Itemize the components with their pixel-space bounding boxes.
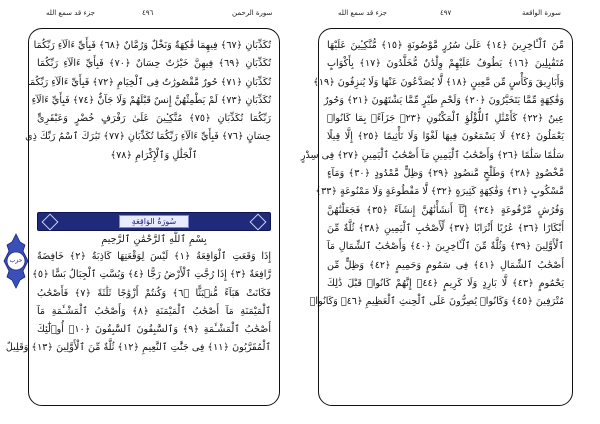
left-juz-name: جزء قد سمع الله [46, 9, 95, 17]
right-text [300, 37, 565, 311]
verse-line: يَعْمَلُونَ ﴿٢٤﴾ لَا يَسْمَعُونَ فِيهَا لَغْوًا وَلَا تَأْثِيمًا ﴿٢٥﴾ إِلَّا قِيلًا [327, 131, 564, 143]
verse-line: مَّخْضُودٍ ﴿٢٨﴾ وَطَلْحٍ مَّنضُودٍ ﴿٢٩﴾ وَظِلٍّ مَّمْدُودٍ ﴿٣٠﴾ وَمَآءٍ [327, 168, 564, 180]
verse-line: تُكَذِّبَانِ ﴿٦٩﴾ فِيهِنَّ خَيْرَٰتٌ حِسَانٌ ﴿٧٠﴾ فَبِأَيِّ ءَالَآءِ رَبِّكُمَا [37, 58, 271, 70]
verse-line: رَبِّكُمَا تُكَذِّبَانِ ﴿٧٥﴾ مُتَّكِـِٔينَ عَلَىٰ رَفْرَفٍ خُضْرٍ وَعَبْقَرِىٍّ [37, 113, 271, 125]
left-text-top [25, 37, 271, 165]
verse-line: ٱلْأَوَّلِينَ ﴿٣٩﴾ وَثُلَّةٌ مِّنَ ٱلْـَٔاخِرِينَ ﴿٤٠﴾ وَأَصْحَٰبُ ٱلشِّمَالِ مَآ [327, 241, 564, 253]
right-surah-name: سورة الواقعة [522, 9, 561, 17]
verse-line: سَلَٰمًا سَلَٰمًا ﴿٢٦﴾ وَأَصْحَٰبُ ٱلْيَمِينِ مَآ أَصْحَٰبُ ٱلْيَمِينِ ﴿٢٧﴾ فِى سِدْرٍ [300, 149, 564, 161]
left-surah-name: سورة الرحمن [232, 9, 273, 17]
right-page-number: ٤٩٧ [440, 9, 452, 17]
verse-line: تُكَذِّبَانِ ﴿٧٣﴾ لَمْ يَطْمِثْهُنَّ إِنسٌ قَبْلَهُمْ وَلَا جَآنٌّ ﴿٧٤﴾ فَبِأَيِّ ءَالَآءِ [31, 94, 271, 106]
verse-line: ٱلْمَيْمَنَةِ مَآ أَصْحَٰبُ ٱلْمَيْمَنَةِ ﴿٨﴾ وَأَصْحَٰبُ ٱلْمَشْـَٔمَةِ مَآ [37, 305, 271, 317]
verse-line: حِسَانٍ ﴿٧٦﴾ فَبِأَيِّ ءَالَآءِ رَبِّكُمَا تُكَذِّبَانِ ﴿٧٧﴾ تَبَٰرَكَ ٱسْمُ رَبِّكَ ذِى [25, 131, 271, 143]
verse-line: عِينٌ ﴿٢٢﴾ كَأَمْثَٰلِ ٱللُّؤْلُؤِ ٱلْمَكْنُونِ ﴿٢٣﴾ جَزَآءًۢ بِمَا كَانُوا۟ [327, 113, 565, 125]
left-page-number: ٤٩٦ [142, 9, 154, 17]
verse-line: ٱلْمُقَرَّبُونَ ﴿١١﴾ فِى جَنَّٰتِ ٱلنَّعِيمِ ﴿١٢﴾ ثُلَّةٌ مِّنَ ٱلْأَوَّلِينَ ﴿١٣﴾ وَقَلِيلٌ [5, 342, 271, 354]
verse-line: رَّافِعَةٌ ﴿٣﴾ إِذَا رُجَّتِ ٱلْأَرْضُ رَجًّا ﴿٤﴾ وَبُسَّتِ ٱلْجِبَالُ بَسًّا ﴿٥﴾ [32, 269, 271, 281]
surah-title-banner [37, 212, 271, 231]
verse-line: مِّنَ ٱلْـَٔاخِرِينَ ﴿١٤﴾ عَلَىٰ سُرُرٍ مَّوْضُونَةٍ ﴿١٥﴾ مُّتَّكِـِٔينَ عَلَيْهَا [327, 40, 565, 51]
verse-line: أَصْحَٰبُ ٱلْمَشْـَٔمَةِ ﴿٩﴾ وَٱلسَّٰبِقُونَ ٱلسَّٰبِقُونَ ﴿١٠﴾ أُو۟لَٰٓئِكَ [37, 324, 271, 336]
verse-line: يَحْمُومٍ ﴿٤٣﴾ لَّا بَارِدٍ وَلَا كَرِيمٍ ﴿٤٤﴾ إِنَّهُمْ كَانُوا۟ قَبْلَ ذَٰلِكَ [327, 277, 564, 289]
hizb-label: حزب [9, 257, 23, 264]
verse-line: أَصْحَٰبُ ٱلشِّمَالِ ﴿٤١﴾ فِى سَمُومٍ وَحَمِيمٍ ﴿٤٢﴾ وَظِلٍّ مِّن [327, 259, 564, 271]
basmala: بِسْمِ ٱللَّهِ ٱلرَّحْمَٰنِ ٱلرَّحِيمِ [101, 234, 207, 245]
verse-line: ٱلْجَلَٰلِ وَٱلْإِكْرَامِ ﴿٧٨﴾ [110, 149, 198, 161]
verse-line: مُتَقَٰبِلِينَ ﴿١٦﴾ يَطُوفُ عَلَيْهِمْ وِلْدَٰنٌ مُّخَلَّدُونَ ﴿١٧﴾ بِأَكْوَابٍ [327, 58, 564, 70]
verse-line: مُتْرَفِينَ ﴿٤٥﴾ وَكَانُوا۟ يُصِرُّونَ عَلَى ٱلْحِنثِ ٱلْعَظِيمِ ﴿٤٦﴾ وَكَانُوا۟ [309, 296, 564, 308]
verse-line: فَكَانَتْ هَبَآءً مُّنۢبَثًّا ﴿٦﴾ وَكُنتُمْ أَزْوَٰجًا ثَلَٰثَةً ﴿٧﴾ فَأَصْحَٰبُ [37, 287, 271, 299]
verse-line: تُكَذِّبَانِ ﴿٦٧﴾ فِيهِمَا فَٰكِهَةٌ وَنَخْلٌ وَرُمَّانٌ ﴿٦٨﴾ فَبِأَيِّ ءَالَآءِ رَبِّكُمَا [33, 40, 271, 51]
verse-line: إِذَا وَقَعَتِ ٱلْوَاقِعَةُ ﴿١﴾ لَيْسَ لِوَقْعَتِهَا كَاذِبَةٌ ﴿٢﴾ خَافِضَةٌ [37, 251, 271, 262]
surah-title: سُورَةُ الوَاقِعَةِ [119, 215, 189, 228]
right-juz-name: جزء قد سمع الله [338, 9, 387, 17]
verse-line: وَأَبَارِيقَ وَكَأْسٍ مِّن مَّعِينٍ ﴿١٨﴾ لَّا يُصَدَّعُونَ عَنْهَا وَلَا يُنزِفُونَ ﴿١٩﴾ [313, 76, 564, 88]
hizb-marker-ornament [3, 233, 29, 289]
verse-line: وَفُرُشٍ مَّرْفُوعَةٍ ﴿٣٤﴾ إِنَّآ أَنشَأْنَٰهُنَّ إِنشَآءً ﴿٣٥﴾ فَجَعَلْنَٰهُنَّ [327, 204, 564, 216]
verse-line: أَبْكَارًا ﴿٣٦﴾ عُرُبًا أَتْرَابًا ﴿٣٧﴾ لِّأَصْحَٰبِ ٱلْيَمِينِ ﴿٣٨﴾ ثُلَّةٌ مِّنَ [327, 222, 565, 234]
verse-line: وَفَٰكِهَةٍ مِّمَّا يَتَخَيَّرُونَ ﴿٢٠﴾ وَلَحْمِ طَيْرٍ مِّمَّا يَشْتَهُونَ ﴿٢١﴾ وَحُورٌ [323, 94, 564, 106]
verse-line: تُكَذِّبَانِ ﴿٧١﴾ حُورٌ مَّقْصُورَٰتٌ فِى ٱلْخِيَامِ ﴿٧٢﴾ فَبِأَيِّ ءَالَآءِ رَبِّكُمَا [27, 76, 271, 88]
verse-line: مَّسْكُوبٍ ﴿٣١﴾ وَفَٰكِهَةٍ كَثِيرَةٍ ﴿٣٢﴾ لَّا مَقْطُوعَةٍ وَلَا مَمْنُوعَةٍ ﴿٣٣﴾ [315, 186, 564, 198]
right-page [300, 28, 573, 406]
